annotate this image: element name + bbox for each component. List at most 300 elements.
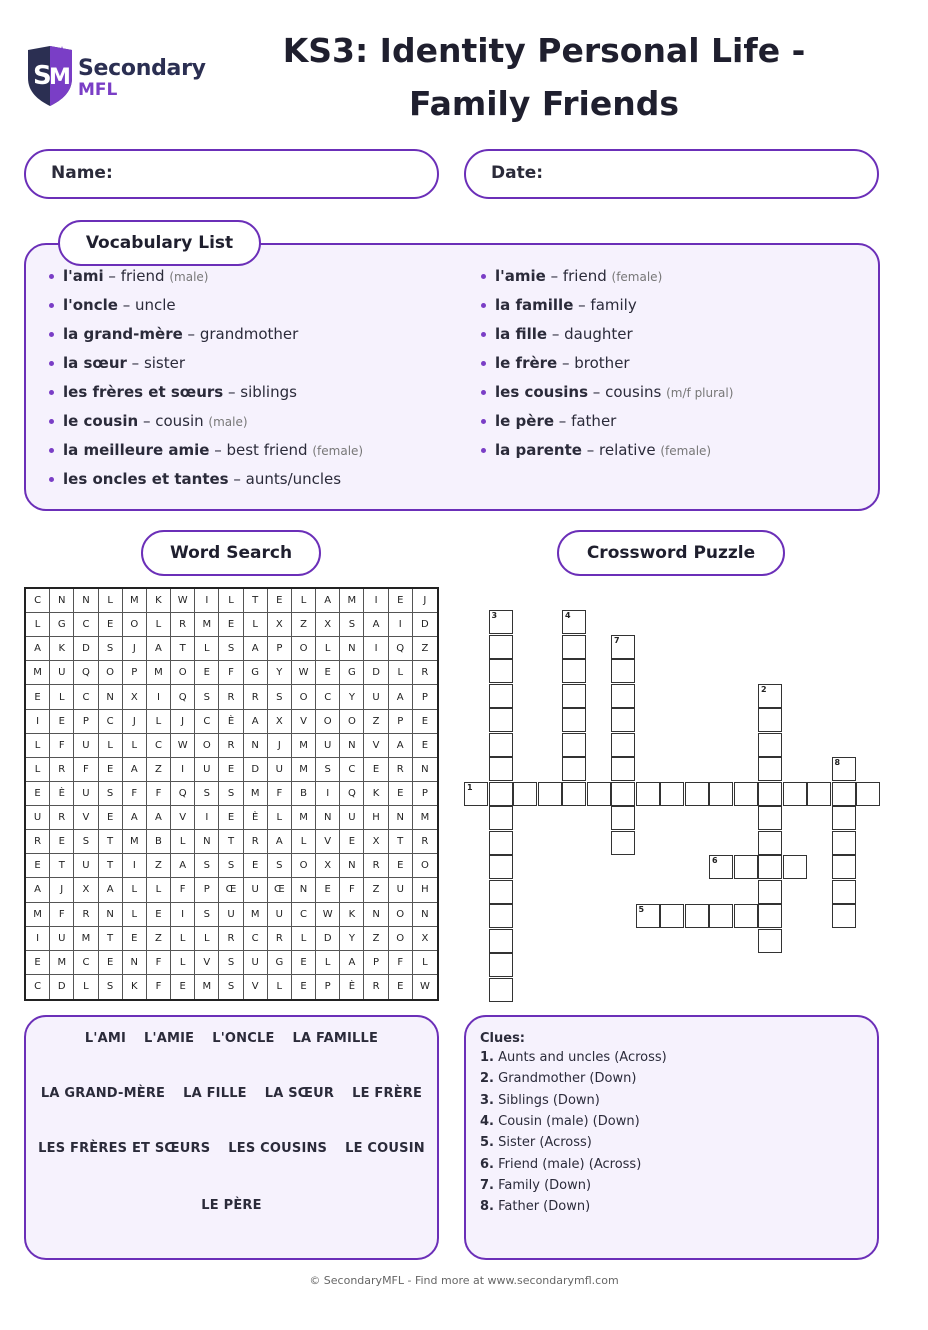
word-search-cell[interactable]: S xyxy=(195,685,219,709)
word-search-cell[interactable]: A xyxy=(123,806,147,830)
crossword-cell[interactable] xyxy=(587,782,611,806)
word-search-cell[interactable]: M xyxy=(50,951,74,975)
word-search-cell[interactable]: R xyxy=(219,927,243,951)
word-search-cell[interactable]: O xyxy=(123,613,147,637)
word-search-cell[interactable]: C xyxy=(74,613,98,637)
crossword-cell[interactable] xyxy=(489,659,513,683)
word-search-cell[interactable]: E xyxy=(99,806,123,830)
word-search-cell[interactable]: O xyxy=(413,854,437,878)
word-search-cell[interactable]: S xyxy=(74,830,98,854)
word-search-cell[interactable]: A xyxy=(268,830,292,854)
crossword-cell[interactable] xyxy=(562,757,586,781)
word-search-cell[interactable]: O xyxy=(340,710,364,734)
word-search-cell[interactable]: I xyxy=(26,927,50,951)
word-search-cell[interactable]: L xyxy=(244,613,268,637)
word-search-cell[interactable]: E xyxy=(413,710,437,734)
word-search-cell[interactable]: J xyxy=(123,710,147,734)
word-search-cell[interactable]: N xyxy=(316,806,340,830)
crossword-cell[interactable] xyxy=(562,610,586,634)
word-search-cell[interactable]: U xyxy=(74,782,98,806)
word-search-cell[interactable]: E xyxy=(50,830,74,854)
word-search-cell[interactable]: È xyxy=(50,782,74,806)
crossword-cell[interactable] xyxy=(489,635,513,659)
crossword-cell[interactable] xyxy=(832,855,856,879)
crossword-cell[interactable] xyxy=(489,855,513,879)
word-search-cell[interactable]: D xyxy=(244,758,268,782)
word-search-cell[interactable]: Y xyxy=(268,661,292,685)
word-search-cell[interactable]: F xyxy=(219,661,243,685)
crossword-cell[interactable] xyxy=(611,708,635,732)
word-search-cell[interactable]: U xyxy=(74,854,98,878)
word-search-cell[interactable]: K xyxy=(50,637,74,661)
word-search-cell[interactable]: U xyxy=(268,758,292,782)
word-search-cell[interactable]: Z xyxy=(147,758,171,782)
word-search-cell[interactable]: L xyxy=(413,951,437,975)
word-search-cell[interactable]: R xyxy=(244,685,268,709)
word-search-cell[interactable]: E xyxy=(268,589,292,613)
crossword-cell[interactable] xyxy=(807,782,831,806)
word-search-cell[interactable]: K xyxy=(364,782,388,806)
word-search-cell[interactable]: S xyxy=(219,951,243,975)
word-search-cell[interactable]: G xyxy=(268,951,292,975)
word-search-cell[interactable]: W xyxy=(292,661,316,685)
word-search-cell[interactable]: E xyxy=(244,854,268,878)
word-search-cell[interactable]: L xyxy=(123,878,147,902)
word-search-cell[interactable]: Y xyxy=(340,927,364,951)
word-search-cell[interactable]: R xyxy=(50,758,74,782)
word-search-cell[interactable]: L xyxy=(316,637,340,661)
word-search-cell[interactable]: M xyxy=(123,589,147,613)
word-search-cell[interactable]: W xyxy=(171,734,195,758)
word-search-cell[interactable]: S xyxy=(219,854,243,878)
crossword-cell[interactable] xyxy=(832,904,856,928)
word-search-cell[interactable]: P xyxy=(74,710,98,734)
word-search-cell[interactable]: F xyxy=(123,782,147,806)
word-search-cell[interactable]: O xyxy=(99,661,123,685)
word-search-cell[interactable]: N xyxy=(340,637,364,661)
crossword-cell[interactable] xyxy=(832,782,856,806)
word-search-cell[interactable]: I xyxy=(195,806,219,830)
word-search-cell[interactable]: L xyxy=(50,685,74,709)
word-search-cell[interactable]: D xyxy=(50,975,74,999)
word-search-cell[interactable]: S xyxy=(99,782,123,806)
word-search-cell[interactable]: N xyxy=(413,758,437,782)
word-search-cell[interactable]: L xyxy=(292,927,316,951)
word-search-cell[interactable]: U xyxy=(50,927,74,951)
crossword-cell[interactable] xyxy=(562,708,586,732)
word-search-cell[interactable]: U xyxy=(195,758,219,782)
crossword-cell[interactable] xyxy=(562,635,586,659)
word-search-cell[interactable]: N xyxy=(99,685,123,709)
word-search-cell[interactable]: I xyxy=(123,854,147,878)
word-search-cell[interactable]: A xyxy=(171,854,195,878)
word-search-cell[interactable]: R xyxy=(413,661,437,685)
word-search-cell[interactable]: X xyxy=(316,854,340,878)
word-search-cell[interactable]: L xyxy=(195,637,219,661)
word-search-cell[interactable]: N xyxy=(413,903,437,927)
word-search-cell[interactable]: M xyxy=(292,806,316,830)
word-search-cell[interactable]: Q xyxy=(171,782,195,806)
word-search-cell[interactable]: C xyxy=(292,903,316,927)
word-search-cell[interactable]: Œ xyxy=(219,878,243,902)
word-search-cell[interactable]: S xyxy=(316,758,340,782)
word-search-cell[interactable]: M xyxy=(244,782,268,806)
crossword-cell[interactable] xyxy=(489,953,513,977)
crossword-cell[interactable] xyxy=(758,831,782,855)
word-search-cell[interactable]: C xyxy=(340,758,364,782)
crossword-cell[interactable] xyxy=(758,757,782,781)
crossword-cell[interactable] xyxy=(685,782,709,806)
crossword-cell[interactable] xyxy=(562,782,586,806)
word-search-cell[interactable]: U xyxy=(340,806,364,830)
word-search-cell[interactable]: L xyxy=(316,951,340,975)
word-search-cell[interactable]: T xyxy=(99,854,123,878)
word-search-cell[interactable]: O xyxy=(316,710,340,734)
word-search-cell[interactable]: E xyxy=(389,854,413,878)
name-field[interactable] xyxy=(24,149,439,199)
word-search-cell[interactable]: R xyxy=(219,685,243,709)
word-search-cell[interactable]: Z xyxy=(292,613,316,637)
word-search-cell[interactable]: E xyxy=(123,927,147,951)
word-search-cell[interactable]: U xyxy=(50,661,74,685)
word-search-cell[interactable]: S xyxy=(219,975,243,999)
crossword-cell[interactable] xyxy=(611,806,635,830)
crossword-cell[interactable] xyxy=(611,635,635,659)
crossword-cell[interactable] xyxy=(758,708,782,732)
word-search-cell[interactable]: W xyxy=(171,589,195,613)
word-search-cell[interactable]: A xyxy=(244,710,268,734)
word-search-cell[interactable]: O xyxy=(389,927,413,951)
word-search-cell[interactable]: C xyxy=(74,685,98,709)
word-search-cell[interactable]: L xyxy=(219,589,243,613)
word-search-cell[interactable]: M xyxy=(292,734,316,758)
word-search-cell[interactable]: L xyxy=(147,710,171,734)
word-search-cell[interactable]: E xyxy=(26,782,50,806)
word-search-cell[interactable]: A xyxy=(389,734,413,758)
crossword-cell[interactable] xyxy=(734,855,758,879)
crossword-cell[interactable] xyxy=(611,733,635,757)
word-search-cell[interactable]: T xyxy=(50,854,74,878)
word-search-cell[interactable]: N xyxy=(364,903,388,927)
crossword-cell[interactable] xyxy=(636,904,660,928)
crossword-cell[interactable] xyxy=(611,684,635,708)
word-search-cell[interactable]: E xyxy=(219,758,243,782)
crossword-cell[interactable] xyxy=(489,978,513,1002)
crossword-cell[interactable] xyxy=(611,659,635,683)
word-search-cell[interactable]: A xyxy=(147,806,171,830)
word-search-cell[interactable]: E xyxy=(26,854,50,878)
word-search-cell[interactable]: M xyxy=(413,806,437,830)
word-search-cell[interactable]: G xyxy=(50,613,74,637)
word-search-cell[interactable]: I xyxy=(195,589,219,613)
word-search-cell[interactable]: D xyxy=(74,637,98,661)
word-search-cell[interactable]: M xyxy=(195,975,219,999)
crossword-cell[interactable] xyxy=(832,880,856,904)
word-search-cell[interactable]: S xyxy=(268,854,292,878)
word-search-cell[interactable]: I xyxy=(316,782,340,806)
word-search-cell[interactable]: U xyxy=(316,734,340,758)
word-search-cell[interactable]: Q xyxy=(171,685,195,709)
word-search-cell[interactable]: I xyxy=(364,589,388,613)
word-search-cell[interactable]: L xyxy=(292,589,316,613)
word-search-cell[interactable]: L xyxy=(268,806,292,830)
word-search-cell[interactable]: F xyxy=(389,951,413,975)
word-search-cell[interactable]: L xyxy=(123,903,147,927)
word-search-cell[interactable]: L xyxy=(292,830,316,854)
word-search-cell[interactable]: P xyxy=(413,685,437,709)
word-search-cell[interactable]: E xyxy=(413,734,437,758)
word-search-cell[interactable]: T xyxy=(389,830,413,854)
crossword-cell[interactable] xyxy=(734,782,758,806)
word-search-cell[interactable]: È xyxy=(219,710,243,734)
crossword-cell[interactable] xyxy=(856,782,880,806)
word-search-cell[interactable]: J xyxy=(50,878,74,902)
word-search-cell[interactable]: D xyxy=(316,927,340,951)
word-search-cell[interactable]: E xyxy=(99,613,123,637)
word-search-cell[interactable]: N xyxy=(99,903,123,927)
crossword-cell[interactable] xyxy=(758,880,782,904)
word-search-cell[interactable]: I xyxy=(171,903,195,927)
word-search-cell[interactable]: L xyxy=(195,927,219,951)
crossword-cell[interactable] xyxy=(489,806,513,830)
word-search-cell[interactable]: R xyxy=(171,613,195,637)
word-search-cell[interactable]: Z xyxy=(364,927,388,951)
word-search-cell[interactable]: Y xyxy=(340,685,364,709)
crossword-cell[interactable] xyxy=(489,880,513,904)
word-search-cell[interactable]: V xyxy=(244,975,268,999)
word-search-cell[interactable]: M xyxy=(123,830,147,854)
word-search-cell[interactable]: Z xyxy=(364,878,388,902)
crossword-cell[interactable] xyxy=(660,782,684,806)
word-search-cell[interactable]: E xyxy=(389,782,413,806)
word-search-cell[interactable]: O xyxy=(389,903,413,927)
word-search-cell[interactable]: Z xyxy=(413,637,437,661)
word-search-cell[interactable]: E xyxy=(219,613,243,637)
crossword-cell[interactable] xyxy=(758,684,782,708)
word-search-cell[interactable]: E xyxy=(316,661,340,685)
crossword-cell[interactable] xyxy=(636,782,660,806)
word-search-cell[interactable]: S xyxy=(268,685,292,709)
crossword-cell[interactable] xyxy=(562,684,586,708)
crossword-cell[interactable] xyxy=(758,782,782,806)
word-search-cell[interactable]: N xyxy=(123,951,147,975)
word-search-cell[interactable]: E xyxy=(292,951,316,975)
word-search-cell[interactable]: S xyxy=(195,903,219,927)
word-search-cell[interactable]: P xyxy=(316,975,340,999)
word-search-cell[interactable]: A xyxy=(99,878,123,902)
word-search-cell[interactable]: J xyxy=(268,734,292,758)
word-search-cell[interactable]: E xyxy=(340,830,364,854)
word-search-cell[interactable]: F xyxy=(340,878,364,902)
word-search-cell[interactable]: D xyxy=(413,613,437,637)
word-search-cell[interactable]: R xyxy=(219,734,243,758)
crossword-cell[interactable] xyxy=(758,929,782,953)
word-search-cell[interactable]: U xyxy=(74,734,98,758)
word-search-cell[interactable]: A xyxy=(26,878,50,902)
word-search-cell[interactable]: C xyxy=(99,710,123,734)
crossword-cell[interactable] xyxy=(489,610,513,634)
word-search-cell[interactable]: H xyxy=(364,806,388,830)
word-search-cell[interactable]: C xyxy=(195,710,219,734)
word-search-cell[interactable]: M xyxy=(195,613,219,637)
word-search-cell[interactable]: D xyxy=(364,661,388,685)
word-search-cell[interactable]: A xyxy=(26,637,50,661)
word-search-cell[interactable]: N xyxy=(195,830,219,854)
word-search-cell[interactable]: V xyxy=(364,734,388,758)
word-search-cell[interactable]: F xyxy=(147,975,171,999)
word-search-cell[interactable]: K xyxy=(123,975,147,999)
word-search-cell[interactable]: N xyxy=(244,734,268,758)
word-search-cell[interactable]: P xyxy=(364,951,388,975)
word-search-cell[interactable]: E xyxy=(147,903,171,927)
word-search-cell[interactable]: M xyxy=(244,903,268,927)
word-search-cell[interactable]: F xyxy=(74,758,98,782)
crossword-cell[interactable] xyxy=(489,708,513,732)
word-search-cell[interactable]: V xyxy=(316,830,340,854)
crossword-cell[interactable] xyxy=(538,782,562,806)
word-search-cell[interactable]: Z xyxy=(147,927,171,951)
word-search-cell[interactable]: R xyxy=(389,758,413,782)
word-search-cell[interactable]: G xyxy=(340,661,364,685)
word-search-cell[interactable]: S xyxy=(219,637,243,661)
word-search-cell[interactable]: J xyxy=(123,637,147,661)
crossword-cell[interactable] xyxy=(660,904,684,928)
word-search-cell[interactable]: U xyxy=(268,903,292,927)
word-search-cell[interactable]: L xyxy=(74,975,98,999)
word-search-cell[interactable]: M xyxy=(147,661,171,685)
word-search-cell[interactable]: J xyxy=(171,710,195,734)
word-search-cell[interactable]: R xyxy=(74,903,98,927)
word-search-cell[interactable]: N xyxy=(74,589,98,613)
crossword-cell[interactable] xyxy=(783,855,807,879)
word-search-cell[interactable]: V xyxy=(292,710,316,734)
word-search-cell[interactable]: W xyxy=(316,903,340,927)
word-search-cell[interactable]: O xyxy=(292,637,316,661)
crossword-cell[interactable] xyxy=(562,733,586,757)
word-search-cell[interactable]: E xyxy=(219,806,243,830)
word-search-cell[interactable]: Œ xyxy=(268,878,292,902)
word-search-cell[interactable]: P xyxy=(268,637,292,661)
word-search-cell[interactable]: R xyxy=(413,830,437,854)
word-search-cell[interactable]: A xyxy=(316,589,340,613)
word-search-cell[interactable]: E xyxy=(99,758,123,782)
crossword-cell[interactable] xyxy=(734,904,758,928)
word-search-cell[interactable]: L xyxy=(123,734,147,758)
word-search-cell[interactable]: T xyxy=(244,589,268,613)
word-search-cell[interactable]: A xyxy=(340,951,364,975)
word-search-cell[interactable]: A xyxy=(147,637,171,661)
crossword-cell[interactable] xyxy=(758,904,782,928)
word-search-cell[interactable]: C xyxy=(26,589,50,613)
word-search-cell[interactable]: M xyxy=(292,758,316,782)
word-search-cell[interactable]: S xyxy=(195,854,219,878)
crossword-cell[interactable] xyxy=(489,929,513,953)
word-search-cell[interactable]: R xyxy=(268,927,292,951)
crossword-cell[interactable] xyxy=(611,757,635,781)
word-search-cell[interactable]: L xyxy=(26,734,50,758)
crossword-cell[interactable] xyxy=(832,831,856,855)
word-search-cell[interactable]: M xyxy=(74,927,98,951)
word-search-cell[interactable]: Q xyxy=(340,782,364,806)
word-search-cell[interactable]: V xyxy=(171,806,195,830)
word-search-cell[interactable]: N xyxy=(292,878,316,902)
word-search-cell[interactable]: Z xyxy=(364,710,388,734)
word-search-cell[interactable]: R xyxy=(50,806,74,830)
word-search-cell[interactable]: X xyxy=(268,613,292,637)
word-search-cell[interactable]: A xyxy=(244,637,268,661)
word-search-cell[interactable]: C xyxy=(244,927,268,951)
crossword-cell[interactable] xyxy=(489,831,513,855)
crossword-cell[interactable] xyxy=(758,806,782,830)
word-search-cell[interactable]: O xyxy=(292,854,316,878)
word-search-cell[interactable]: Q xyxy=(389,637,413,661)
word-search-cell[interactable]: È xyxy=(340,975,364,999)
word-search-cell[interactable]: F xyxy=(268,782,292,806)
word-search-cell[interactable]: X xyxy=(364,830,388,854)
word-search-cell[interactable]: X xyxy=(74,878,98,902)
word-search-cell[interactable]: B xyxy=(292,782,316,806)
word-search-cell[interactable]: L xyxy=(171,830,195,854)
word-search-cell[interactable]: C xyxy=(74,951,98,975)
word-search-cell[interactable]: I xyxy=(364,637,388,661)
word-search-cell[interactable]: P xyxy=(195,878,219,902)
word-search-cell[interactable]: W xyxy=(419,981,430,993)
word-search-cell[interactable]: T xyxy=(219,830,243,854)
word-search-cell[interactable]: X xyxy=(123,685,147,709)
word-search-cell[interactable]: N xyxy=(340,734,364,758)
word-search-cell[interactable]: X xyxy=(268,710,292,734)
crossword-cell[interactable] xyxy=(758,733,782,757)
word-search-cell[interactable]: O xyxy=(292,685,316,709)
word-search-cell[interactable]: F xyxy=(50,734,74,758)
word-search-cell[interactable]: A xyxy=(364,613,388,637)
crossword-cell[interactable] xyxy=(832,757,856,781)
word-search-cell[interactable]: P xyxy=(123,661,147,685)
word-search-cell[interactable]: C xyxy=(147,734,171,758)
word-search-cell[interactable]: C xyxy=(316,685,340,709)
word-search-cell[interactable]: E xyxy=(99,951,123,975)
word-search-cell[interactable]: L xyxy=(171,951,195,975)
word-search-cell[interactable]: I xyxy=(171,758,195,782)
crossword-cell[interactable] xyxy=(783,782,807,806)
word-search-cell[interactable]: P xyxy=(413,782,437,806)
word-search-cell[interactable]: E xyxy=(171,975,195,999)
crossword-cell[interactable] xyxy=(489,684,513,708)
crossword-cell[interactable] xyxy=(709,855,733,879)
word-search-cell[interactable]: N xyxy=(389,806,413,830)
word-search-cell[interactable]: R xyxy=(26,830,50,854)
word-search-cell[interactable]: E xyxy=(26,951,50,975)
crossword-cell[interactable] xyxy=(611,831,635,855)
word-search-cell[interactable]: N xyxy=(50,589,74,613)
word-search-cell[interactable]: S xyxy=(99,637,123,661)
word-search-cell[interactable]: U xyxy=(244,878,268,902)
crossword-cell[interactable] xyxy=(464,782,488,806)
word-search-cell[interactable]: R xyxy=(364,854,388,878)
crossword-cell[interactable] xyxy=(758,855,782,879)
crossword-cell[interactable] xyxy=(489,733,513,757)
word-search-cell[interactable]: M xyxy=(26,661,50,685)
crossword-cell[interactable] xyxy=(611,782,635,806)
word-search-cell[interactable]: V xyxy=(74,806,98,830)
word-search-cell[interactable]: E xyxy=(364,758,388,782)
word-search-cell[interactable]: G xyxy=(244,661,268,685)
word-search-cell[interactable]: È xyxy=(244,806,268,830)
word-search-cell[interactable]: L xyxy=(147,613,171,637)
crossword-cell[interactable] xyxy=(489,757,513,781)
word-search-cell[interactable]: R xyxy=(244,830,268,854)
word-search-cell[interactable]: L xyxy=(389,661,413,685)
